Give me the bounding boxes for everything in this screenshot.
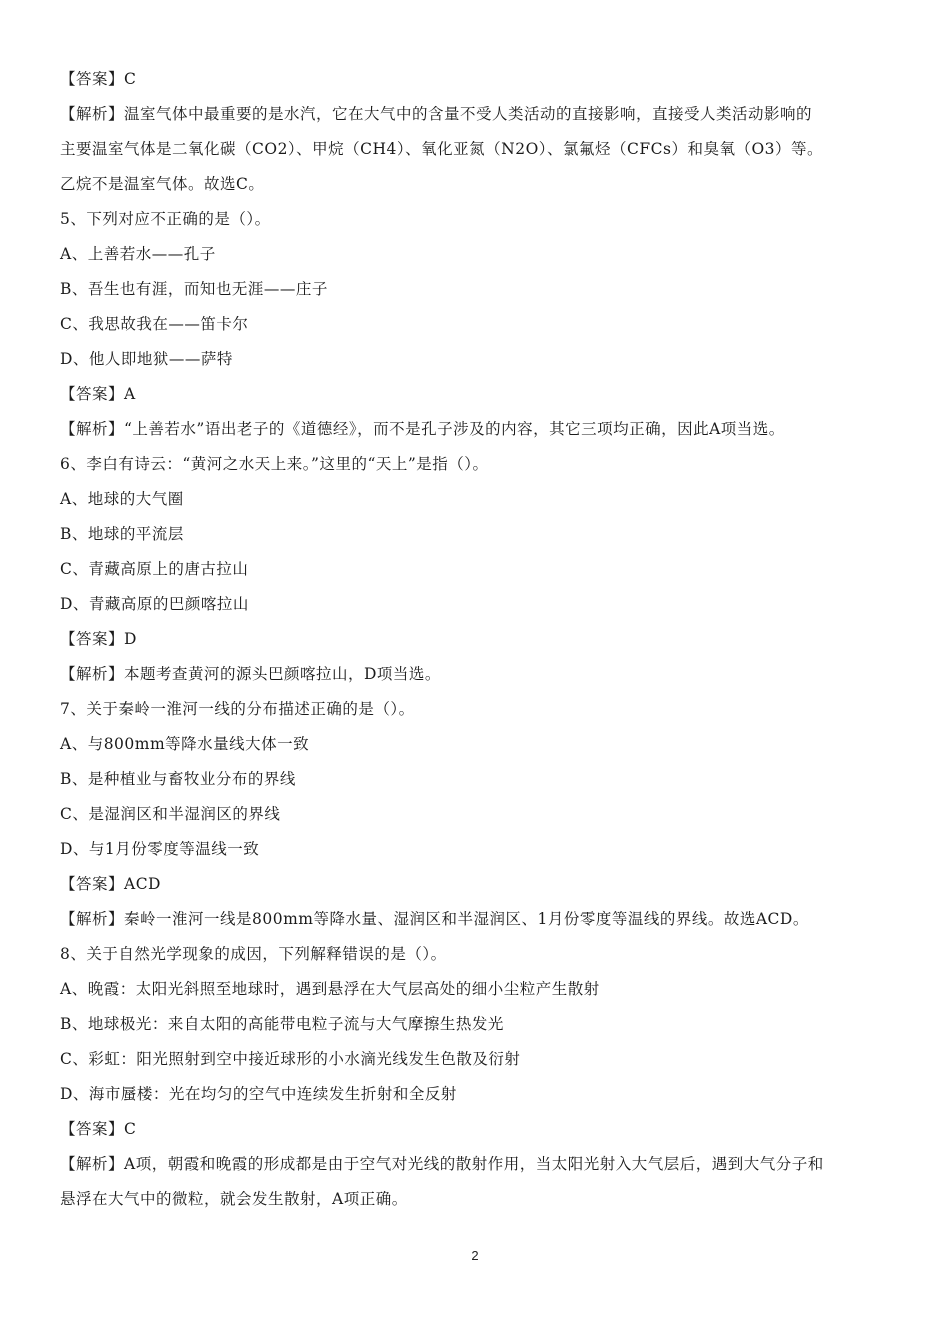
answer-line: 【答案】D <box>60 630 137 648</box>
option-a: A、上善若水——孔子 <box>60 245 216 263</box>
option-a: A、与800mm等降水量线大体一致 <box>60 735 310 753</box>
option-c: C、我思故我在——笛卡尔 <box>60 315 249 333</box>
option-a: A、地球的大气圈 <box>60 490 184 508</box>
question-7: 7、关于秦岭一淮河一线的分布描述正确的是（）。 <box>60 700 415 718</box>
option-d: D、青藏高原的巴颜喀拉山 <box>60 595 249 613</box>
analysis-line: 【解析】A项，朝霞和晚霞的形成都是由于空气对光线的散射作用，当太阳光射入大气层后，遇到大气分子和 <box>60 1155 824 1173</box>
answer-line: 【答案】ACD <box>60 875 161 893</box>
option-d: D、海市蜃楼：光在均匀的空气中连续发生折射和全反射 <box>60 1085 457 1103</box>
question-8: 8、关于自然光学现象的成因，下列解释错误的是（）。 <box>60 945 447 963</box>
analysis-line: 悬浮在大气中的微粒，就会发生散射，A项正确。 <box>60 1190 408 1208</box>
page-number: 2 <box>471 1248 479 1263</box>
analysis-line: 乙烷不是温室气体。故选C。 <box>60 175 265 193</box>
option-b: B、吾生也有涯，而知也无涯——庄子 <box>60 280 328 298</box>
option-d: D、与1月份零度等温线一致 <box>60 840 260 858</box>
question-5: 5、下列对应不正确的是（）。 <box>60 210 271 228</box>
analysis-line: 【解析】本题考查黄河的源头巴颜喀拉山，D项当选。 <box>60 665 441 683</box>
option-b: B、是种植业与畜牧业分布的界线 <box>60 770 296 788</box>
question-6: 6、李白有诗云：“黄河之水天上来。”这里的“天上”是指（）。 <box>60 455 489 473</box>
analysis-line: 主要温室气体是二氧化碳（CO2）、甲烷（CH4）、氧化亚氮（N2O）、氯氟烃（CFCs）和臭氧（O3）等。 <box>60 140 824 158</box>
analysis-line: 【解析】“上善若水”语出老子的《道德经》，而不是孔子涉及的内容，其它三项均正确，因此A项当选。 <box>60 420 785 438</box>
option-d: D、他人即地狱——萨特 <box>60 350 233 368</box>
answer-line: 【答案】A <box>60 385 136 403</box>
option-c: C、是湿润区和半湿润区的界线 <box>60 805 281 823</box>
answer-line: 【答案】C <box>60 70 137 88</box>
option-a: A、晚霞：太阳光斜照至地球时，遇到悬浮在大气层高处的细小尘粒产生散射 <box>60 980 600 998</box>
option-c: C、青藏高原上的唐古拉山 <box>60 560 249 578</box>
document-body <box>60 62 900 1217</box>
analysis-line: 【解析】秦岭一淮河一线是800mm等降水量、湿润区和半湿润区、1月份零度等温线的界线。故选ACD。 <box>60 910 809 928</box>
option-b: B、地球的平流层 <box>60 525 184 543</box>
analysis-line: 【解析】温室气体中最重要的是水汽，它在大气中的含量不受人类活动的直接影响，直接受人类活动影响的 <box>60 105 813 123</box>
option-c: C、彩虹：阳光照射到空中接近球形的小水滴光线发生色散及衍射 <box>60 1050 521 1068</box>
answer-line: 【答案】C <box>60 1120 137 1138</box>
option-b: B、地球极光：来自太阳的高能带电粒子流与大气摩擦生热发光 <box>60 1015 504 1033</box>
